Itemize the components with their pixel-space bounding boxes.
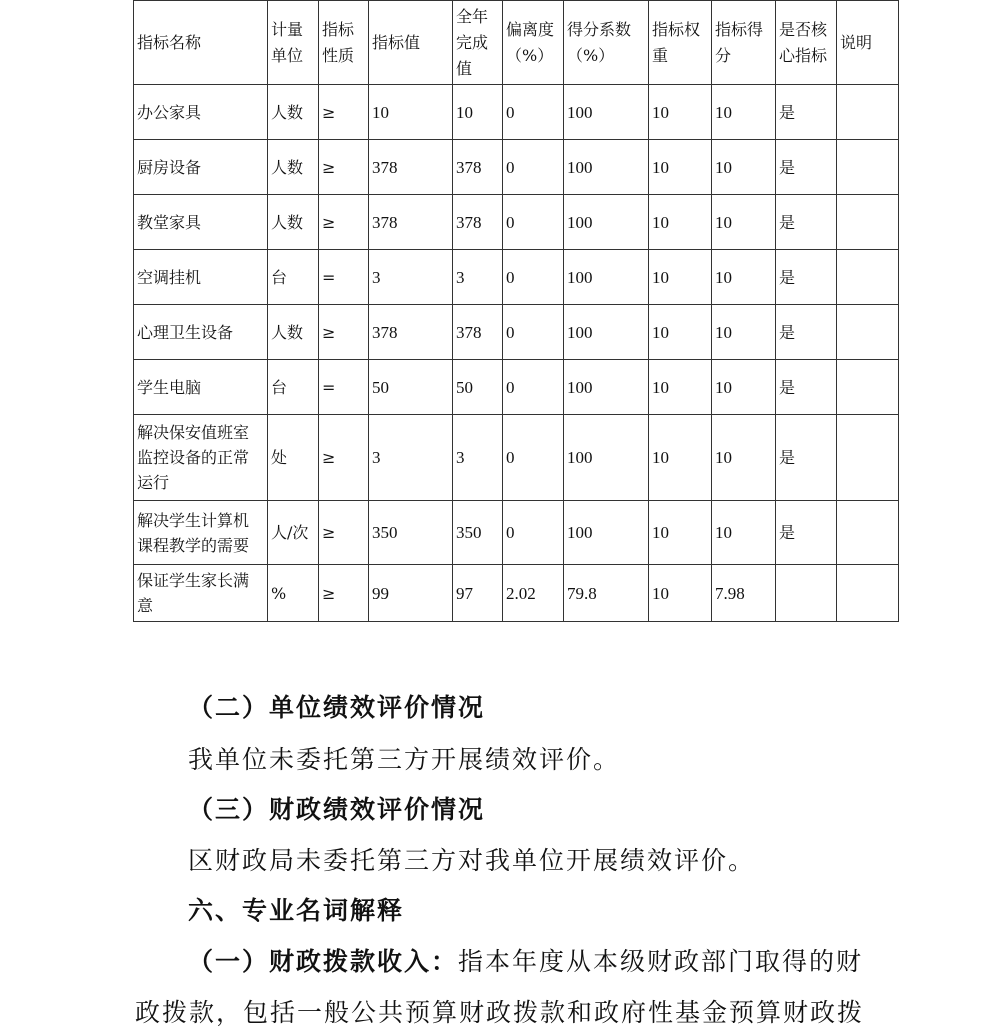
score-coefficient: 100: [564, 360, 649, 415]
weight-cell: 10: [649, 415, 712, 501]
note-cell: [837, 501, 899, 565]
nature-cell: =: [319, 250, 369, 305]
nature-cell: =: [319, 360, 369, 415]
heading-title: 财政绩效评价情况: [269, 795, 486, 824]
section-heading-terms: 六、专业名词解释: [188, 896, 405, 925]
deviation-cell: 0: [503, 250, 564, 305]
actual-value: 10: [453, 85, 503, 140]
section-heading-finance-evaluation: [188, 790, 485, 826]
weight-cell: 10: [649, 85, 712, 140]
indicator-name: 学生电脑: [134, 360, 268, 415]
score-coefficient: 79.8: [564, 565, 649, 622]
weight-cell: 10: [649, 140, 712, 195]
unit-cell: 台: [268, 250, 319, 305]
deviation-cell: 0: [503, 85, 564, 140]
note-cell: [837, 140, 899, 195]
weight-cell: 10: [649, 360, 712, 415]
target-value: 3: [369, 415, 453, 501]
deviation-cell: 2.02: [503, 565, 564, 622]
performance-indicator-table: [133, 0, 899, 622]
header-cell: 指标权重: [649, 1, 712, 85]
term-number: （一）: [188, 947, 270, 976]
term-definition: 指本年度从本级财政部门取得的财: [458, 947, 864, 976]
deviation-cell: 0: [503, 195, 564, 250]
term-definition-continuation: 政拨款，包括一般公共预算财政拨款和政府性基金预算财政拨: [135, 998, 865, 1027]
target-value: 50: [369, 360, 453, 415]
indicator-name: 解决学生计算机课程教学的需要: [134, 501, 268, 565]
weight-cell: 10: [649, 501, 712, 565]
score-coefficient: 100: [564, 501, 649, 565]
unit-cell: 人数: [268, 85, 319, 140]
nature-cell: ≥: [319, 85, 369, 140]
unit-evaluation-text: 我单位未委托第三方开展绩效评价。: [188, 745, 621, 774]
deviation-cell: 0: [503, 415, 564, 501]
nature-cell: ≥: [319, 565, 369, 622]
note-cell: [837, 305, 899, 360]
score-coefficient: 100: [564, 305, 649, 360]
weight-cell: 10: [649, 305, 712, 360]
finance-evaluation-text: 区财政局未委托第三方对我单位开展绩效评价。: [188, 846, 756, 875]
header-cell: 偏离度（%）: [503, 1, 564, 85]
actual-value: 378: [453, 140, 503, 195]
target-value: 3: [369, 250, 453, 305]
core-indicator-flag: 是: [776, 85, 837, 140]
nature-cell: ≥: [319, 305, 369, 360]
score-cell: 10: [712, 250, 776, 305]
core-indicator-flag: 是: [776, 140, 837, 195]
score-cell: 10: [712, 415, 776, 501]
indicator-name: 办公家具: [134, 85, 268, 140]
header-cell: 得分系数（%）: [564, 1, 649, 85]
table-row: [134, 140, 899, 195]
heading-title: 单位绩效评价情况: [269, 693, 486, 722]
actual-value: 50: [453, 360, 503, 415]
unit-cell: 人数: [268, 140, 319, 195]
target-value: 10: [369, 85, 453, 140]
actual-value: 97: [453, 565, 503, 622]
deviation-cell: 0: [503, 140, 564, 195]
header-cell: 计量单位: [268, 1, 319, 85]
section-heading-unit-evaluation: [188, 688, 485, 724]
indicator-name: 厨房设备: [134, 140, 268, 195]
target-value: 378: [369, 305, 453, 360]
actual-value: 3: [453, 250, 503, 305]
table-row: [134, 195, 899, 250]
core-indicator-flag: 是: [776, 415, 837, 501]
target-value: 378: [369, 140, 453, 195]
actual-value: 350: [453, 501, 503, 565]
term-label: 财政拨款收入：: [269, 947, 459, 976]
unit-cell: 台: [268, 360, 319, 415]
weight-cell: 10: [649, 565, 712, 622]
heading-number: （三）: [188, 795, 270, 824]
score-cell: 10: [712, 360, 776, 415]
nature-cell: ≥: [319, 501, 369, 565]
table-row: [134, 360, 899, 415]
table-row: [134, 85, 899, 140]
score-coefficient: 100: [564, 140, 649, 195]
target-value: 350: [369, 501, 453, 565]
header-cell: 说明: [837, 1, 899, 85]
score-coefficient: 100: [564, 195, 649, 250]
indicator-name: 解决保安值班室监控设备的正常运行: [134, 415, 268, 501]
actual-value: 378: [453, 195, 503, 250]
header-cell: 指标得分: [712, 1, 776, 85]
core-indicator-flag: [776, 565, 837, 622]
header-cell: 指标名称: [134, 1, 268, 85]
unit-cell: 人数: [268, 195, 319, 250]
header-cell: 是否核心指标: [776, 1, 837, 85]
weight-cell: 10: [649, 250, 712, 305]
unit-cell: 人数: [268, 305, 319, 360]
actual-value: 3: [453, 415, 503, 501]
score-cell: 10: [712, 195, 776, 250]
weight-cell: 10: [649, 195, 712, 250]
header-cell: 指标值: [369, 1, 453, 85]
target-value: 378: [369, 195, 453, 250]
table-row: [134, 250, 899, 305]
core-indicator-flag: 是: [776, 305, 837, 360]
term-definition-line: [188, 942, 863, 978]
indicator-name: 教堂家具: [134, 195, 268, 250]
core-indicator-flag: 是: [776, 250, 837, 305]
target-value: 99: [369, 565, 453, 622]
note-cell: [837, 360, 899, 415]
indicator-name: 保证学生家长满意: [134, 565, 268, 622]
core-indicator-flag: 是: [776, 195, 837, 250]
indicator-name: 空调挂机: [134, 250, 268, 305]
header-cell: 全年完成值: [453, 1, 503, 85]
score-cell: 10: [712, 305, 776, 360]
note-cell: [837, 415, 899, 501]
note-cell: [837, 85, 899, 140]
table-header-row: [134, 1, 899, 85]
unit-cell: 处: [268, 415, 319, 501]
table-row: [134, 565, 899, 622]
heading-number: （二）: [188, 693, 270, 722]
unit-cell: %: [268, 565, 319, 622]
score-coefficient: 100: [564, 85, 649, 140]
deviation-cell: 0: [503, 360, 564, 415]
core-indicator-flag: 是: [776, 360, 837, 415]
table-row: [134, 415, 899, 501]
score-cell: 7.98: [712, 565, 776, 622]
core-indicator-flag: 是: [776, 501, 837, 565]
deviation-cell: 0: [503, 501, 564, 565]
note-cell: [837, 250, 899, 305]
score-coefficient: 100: [564, 250, 649, 305]
score-coefficient: 100: [564, 415, 649, 501]
table-row: [134, 305, 899, 360]
table-row: [134, 501, 899, 565]
nature-cell: ≥: [319, 140, 369, 195]
score-cell: 10: [712, 140, 776, 195]
unit-cell: 人/次: [268, 501, 319, 565]
nature-cell: ≥: [319, 195, 369, 250]
note-cell: [837, 195, 899, 250]
nature-cell: ≥: [319, 415, 369, 501]
note-cell: [837, 565, 899, 622]
score-cell: 10: [712, 501, 776, 565]
header-cell: 指标性质: [319, 1, 369, 85]
score-cell: 10: [712, 85, 776, 140]
deviation-cell: 0: [503, 305, 564, 360]
indicator-name: 心理卫生设备: [134, 305, 268, 360]
actual-value: 378: [453, 305, 503, 360]
